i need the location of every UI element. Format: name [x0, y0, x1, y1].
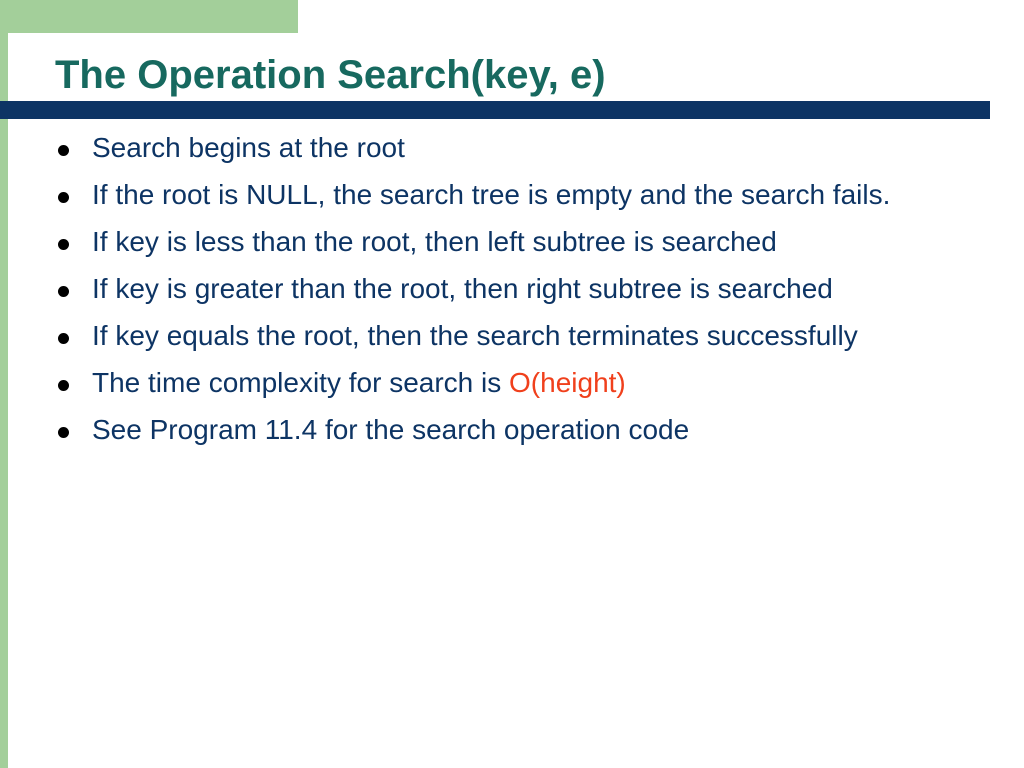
- slide-title: The Operation Search(key, e): [55, 53, 606, 97]
- decorative-green-band: [0, 0, 298, 33]
- bullet-dot-icon: [58, 427, 69, 438]
- complexity-highlight: O(height): [509, 367, 626, 398]
- bullet-text: If the root is NULL, the search tree is empty and the search fails.: [92, 179, 891, 210]
- bullet-text: If key is greater than the root, then right subtree is searched: [92, 273, 833, 304]
- bullet-list: [54, 131, 999, 460]
- bullet-item: [54, 225, 999, 259]
- bullet-dot-icon: [58, 380, 69, 391]
- bullet-text: See Program 11.4 for the search operation code: [92, 414, 690, 445]
- bullet-text: If key is less than the root, then left subtree is searched: [92, 226, 777, 257]
- bullet-item: [54, 131, 999, 165]
- bullet-item: [54, 272, 999, 306]
- bullet-text: Search begins at the root: [92, 132, 405, 163]
- bullet-text: The time complexity for search is: [92, 367, 510, 398]
- bullet-item: [54, 178, 999, 212]
- bullet-text: If key equals the root, then the search terminates successfully: [92, 320, 858, 351]
- title-divider: [0, 101, 990, 119]
- bullet-dot-icon: [58, 145, 69, 156]
- bullet-dot-icon: [58, 192, 69, 203]
- bullet-dot-icon: [58, 286, 69, 297]
- bullet-item: [54, 366, 999, 400]
- bullet-item: [54, 319, 999, 353]
- bullet-item: [54, 413, 999, 447]
- bullet-dot-icon: [58, 333, 69, 344]
- bullet-dot-icon: [58, 239, 69, 250]
